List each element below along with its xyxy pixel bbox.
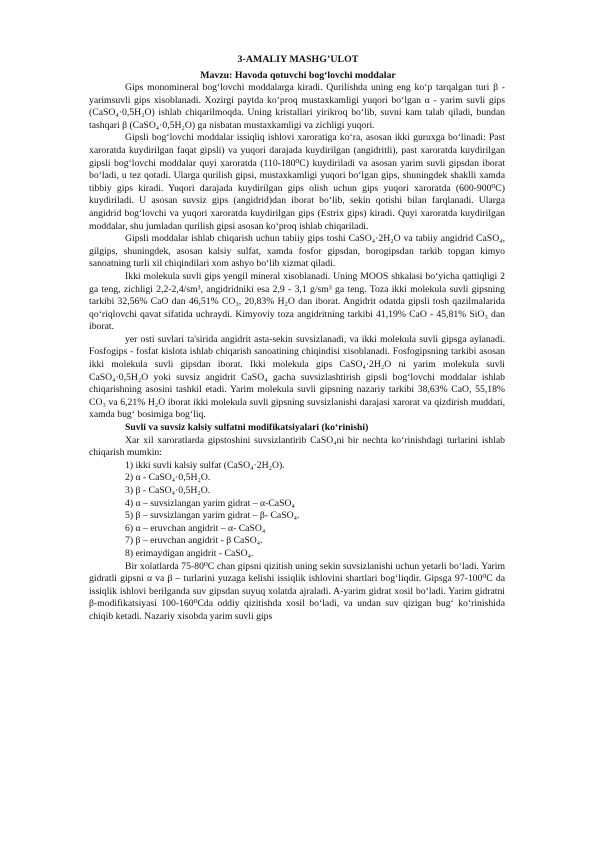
list-item: 1) ikki suvli kalsiy sulfat (CaSO₄·2H₂O). <box>125 459 285 471</box>
list-item: 3) β - CaSO₄·0,5H₂O. <box>125 485 211 496</box>
paragraph-properties: Ikki molekula suvli gips yengil mineral xisoblanadi. Uning MOOS shkalasi bo‘yicha qattiqligi 2 ga teng, zichligi 2,2-2,4/sm³, angidridniki esa 2,9 - 3,1 g/sm³ ga teng. Toza ikki molekula suvli gipsning tarkibi 32,56% CaO dan 46,51% CO₃, 20,83% H₂O dan iborat. Angidrit odatda gipsli tosh qazilmalarida qo‘riqlovchi qavat sifatida uchraydi. Kimyoviy toza angidritning tarkibi 41,19% CaO - 45,81% SiO₃ dan iborat. <box>89 270 505 333</box>
document-title: 3-AMALIY MASHG’ULOT <box>237 54 359 65</box>
paragraph-dehydration: yer osti suvlari ta'sirida angidrit asta-sekin suvsizlanadi, va ikki molekula suvli gipsga aylanadi. Fosfogips - fosfat kislota ishlab chiqarish sanoatining chiqindisi xisoblanadi. Fosfogipsning tarkibi asosan ikki molekula suvli gipsdan iborat. Ikki molekula gips CaSO₄·2H₂O ni yarim molekula suvli CaSO₄·0,5H₂O yoki suvsiz angidrit CaSO₄ gacha suvsizlashtirish gipsli bog‘lovchi moddalar ishlab chiqarishning asosini tashkil etadi. Yarim molekula suvli gipsning nazariy tarkibi 38,63% CaO, 55,18% CO₃ va 6,21% H₂O iborat ikki molekula suvli gipsning suvsizlanishi darajasi xarorat va qizdirish muddati, xamda bug‘ bosimiga bog‘liq. <box>89 333 505 421</box>
paragraph-gips-intro: Gips monomineral bog‘lovchi moddalarga kiradi. Qurilishda uning eng ko‘p tarqalgan turi β - yarimsuvli gips xisoblanadi. Xozirgi paytda ko‘proq mustaxkamligi yuqori bo‘lgan α - yarim suvli gips (CaSO₄·0,5H₂O) ishlab chiqarilmoqda. Uning kristallari yirikroq bo‘lib, suvni kam talab qiladi, bundan tashqari β (CaSO₄·0,5H₂O) ga nisbatan mustaxkamligi va zichligi yuqori. <box>89 82 505 131</box>
paragraph-gips-groups: Gipsli bog‘lovchi moddalar issiqliq ishlovi xaroratiga ko‘ra, asosan ikki guruxga bo‘linadi: Past xaroratda kuydirilgan faqat gipsli) va yuqori darajada kuydirilgan (angidritli), past xaroratda kuydirilgan gipsli bog‘lovchi moddalar quyi xaroratda (110-180⁰C) kuydiriladi va asosan yarim suvli gipsdan iborat bo‘ladi, u tez qotadi. Ularga qurilish gipsi, mustaxkamligi yuqori bo‘lgan gips, shuningdek shaklli xamda tibbiy gips kiradi. Yuqori darajada kuydirilgan gips olish uchun gips yuqori xaroratda (600-900⁰C) kuydiriladi. U asosan suvsiz gips (angidrid)dan iborat bo‘lib, sekin qotishi bilan farqlanadi. Ularga angidrid bog‘lovchi va yuqori xaroratda kuydirilgan gips (Estrix gips) kiradi. Quyi xaroratda kuydirilgan moddalar, shu jumladan qurilish gipsi asosan ko‘proq ishlab chiqariladi. <box>89 132 505 232</box>
list-item: 2) α - CaSO₄·0,5H₂O. <box>125 472 211 484</box>
paragraph-modifications-intro: Xar xil xaroratlarda gipstoshini suvsizlantirib CaSO₄ni bir nechta ko‘rinishdagi turlarini ishlab chiqarish mumkin: <box>89 434 505 459</box>
list-item: 5) β – suvsizlangan yarim gidrat – β- CaSO₄. <box>125 510 300 522</box>
list-item: 8) erimaydigan angidrit - CaSO₄. <box>125 547 254 559</box>
document-body <box>89 82 505 624</box>
list-item: 7) β – eruvchan angidrit - β CaSO₄. <box>125 535 263 547</box>
list-item: 6) α – eruvchan angidrit – α- CaSO₄ <box>125 522 266 534</box>
paragraph-raw-materials: Gipsli moddalar ishlab chiqarish uchun tabiiy gips toshi CaSO₄·2H₂O va tabiiy angidrid CaSO₄, gilgips, shuningdek, asosan kalsiy sulfat, xamda fosfor gipsdan, borogipsdan tarkib topgan kimyo sanoatning turli xil chiqindilari xom ashyo bo‘lib xizmat qiladi. <box>89 233 505 270</box>
document-subtitle: Mavzu: Havoda qotuvchi bog‘lovchi moddalar <box>200 70 396 81</box>
list-item: 4) α – suvsizlangan yarim gidrat – α-CaSO₄ <box>125 497 295 509</box>
paragraph-heating: Bir xolatlarda 75-80⁰C chan gipsni qizitish uning sekin suvsizlanishi uchun yetarli bo‘ladi. Yarim gidratli gipsni α va β – turlarini yuzaga kelishi issiqlik ishlovini shartlari bog‘liqdir. Gipsga 97-100⁰C da issiqlik ishlovi berilganda suv gipsdan suyuq xolatda ajraladi. A-yarim gidrat xosil bo‘ladi. Yarim gidratni β-modifikatsiyasi 100-160⁰Cda oddiy qizitishda xosil bo‘ladi, va undan suv qizigan bug‘ ko‘rinishida chiqib ketadi. Nazariy xisobda yarim suvli gips <box>89 560 505 622</box>
section-heading: Suvli va suvsiz kalsiy sulfatni modifikatsiyalari (ko‘rinishi) <box>125 422 369 434</box>
